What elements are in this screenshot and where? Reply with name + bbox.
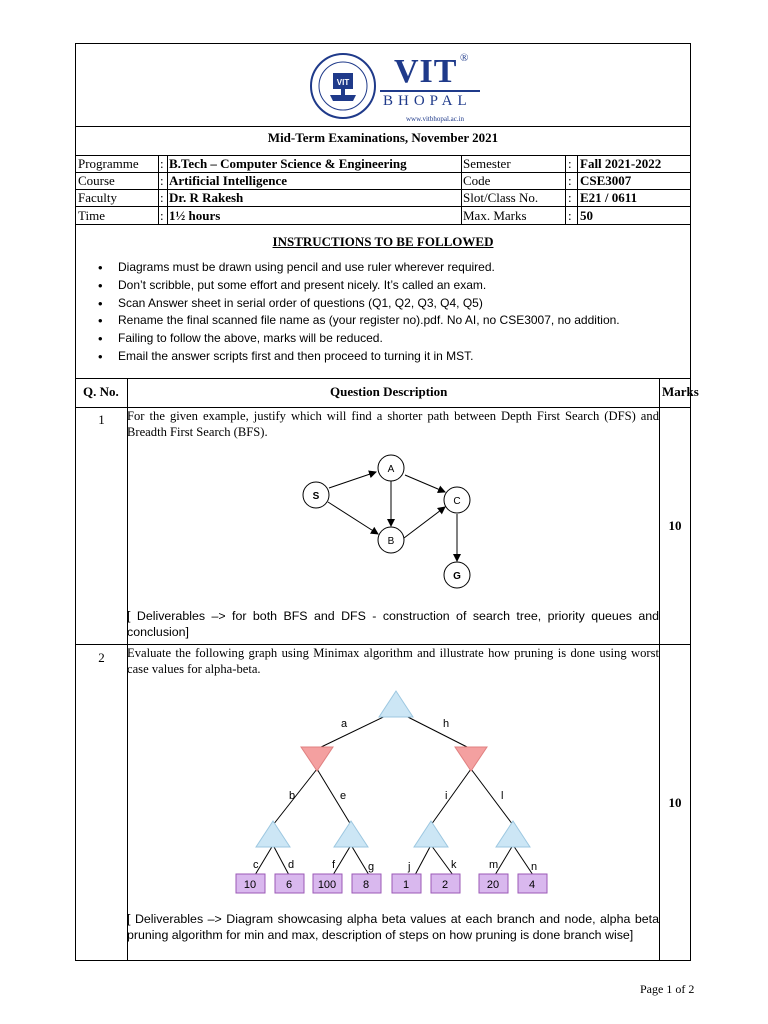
info-label: Slot/Class No. [463,190,539,205]
tree-edge [471,769,513,825]
divider [565,155,566,224]
page-number: Page 1 of 2 [640,982,695,996]
node-label: B [387,536,395,547]
question-text: Evaluate the following graph using Minimax algorithm and illustrate how pruning is done using worst case values for alpha-beta. [127,646,659,676]
edge-label: k [451,859,457,871]
instruction-item: • Diagrams must be drawn using pencil and use ruler wherever required. [96,259,620,277]
edge-label: b [289,790,296,802]
divider [158,155,159,224]
edge-label: c [253,859,259,871]
leaf-value: 10 [243,879,257,891]
header-description: Question Description [330,384,448,399]
logo-divider [380,90,480,92]
node-label: A [387,464,395,475]
instruction-item: • Failing to follow the above, marks will be reduced. [96,330,620,348]
max-node [379,691,413,717]
exam-page [75,43,699,961]
edge-a-c [405,475,445,492]
info-separator: : [160,156,164,171]
minimax-tree-diagram [231,689,551,899]
edge-s-a [329,472,376,488]
question-number: 1 [98,412,105,427]
university-seal-icon [308,51,378,121]
edge-label: g [368,861,375,873]
info-value: Dr. R Rakesh [169,190,244,205]
max-node [256,821,290,847]
instruction-item: • Email the answer scripts first and then proceed to turning it in MST. [96,348,620,366]
info-separator: : [160,208,164,223]
edge-label: i [445,790,448,802]
logo-campus: BHOPAL [383,93,472,109]
info-value: 1½ hours [169,208,221,223]
logo-brand: VIT [394,53,458,90]
tree-edge [333,845,351,875]
edge-label: m [489,859,499,871]
divider [76,206,690,207]
edge-label: d [288,859,295,871]
tree-edge [431,845,453,875]
info-label: Faculty [78,190,117,205]
divider [76,126,690,127]
info-value: B.Tech – Computer Science & Engineering [169,156,407,171]
max-node [496,821,530,847]
instructions-title: INSTRUCTIONS TO BE FOLLOWED [272,234,494,249]
info-separator: : [568,190,572,205]
question-text: For the given example, justify which will find a shorter path between Depth First Search (DFS) and Breadth First Search (BFS). [127,409,659,439]
edge-label: e [340,790,347,802]
question-marks: 10 [668,795,682,810]
divider [167,155,168,224]
leaf-value: 8 [362,879,370,891]
edge-label: a [341,718,348,730]
leaf-value: 2 [441,879,449,891]
leaf-value: 20 [486,879,500,891]
info-value: CSE3007 [580,173,632,188]
instruction-item: • Rename the final scanned file name as (your register no).pdf. No AI, no CSE3007, no addition. [96,312,620,330]
info-separator: : [160,190,164,205]
divider [461,155,462,224]
vit-logo [308,49,488,125]
edge-b-c [404,507,445,538]
leaf-value: 100 [317,879,337,891]
header-marks: Marks [662,384,699,399]
question-deliverables: [ Deliverables –> Diagram showcasing alpha beta values at each branch and node, alpha beta pruning algorithm for min and max, description of steps on how pruning is done branch wise] [127,912,659,942]
info-label: Max. Marks [463,208,527,223]
info-separator: : [568,208,572,223]
max-node [414,821,448,847]
tree-edge [415,845,431,875]
edge-label: n [531,861,538,873]
info-separator: : [568,156,572,171]
info-label: Course [78,173,115,188]
info-value: Fall 2021-2022 [580,156,662,171]
instruction-item: • Don’t scribble, put some effort and present nicely. It’s called an exam. [96,277,620,295]
leaf-value: 1 [402,879,410,891]
divider [76,378,690,379]
info-separator: : [568,173,572,188]
node-label: C [453,496,461,507]
tree-edge [273,845,289,875]
info-label: Semester [463,156,511,171]
info-label: Programme [78,156,139,171]
max-node [334,821,368,847]
svg-text:VIT: VIT [336,78,350,87]
edge-label: l [501,790,504,802]
tree-edge [351,845,369,875]
leaf-value: 4 [528,879,536,891]
info-label: Time [78,208,105,223]
leaf-value: 6 [285,879,293,891]
edge-label: f [332,859,336,871]
instructions-list [96,259,620,366]
info-value: Artificial Intelligence [169,173,288,188]
instruction-item: • Scan Answer sheet in serial order of questions (Q1, Q2, Q3, Q4, Q5) [96,295,620,313]
edge-label: j [408,861,411,873]
min-node [455,747,487,771]
info-label: Code [463,173,491,188]
node-label: S [312,491,320,502]
search-graph-diagram [302,454,482,594]
header-qno: Q. No. [83,384,119,399]
question-number: 2 [98,650,105,665]
divider [577,155,578,224]
edge-s-b [328,502,378,534]
tree-edge [513,845,533,875]
question-deliverables: [ Deliverables –> for both BFS and DFS - construction of search tree, priority queues and conclusion] [127,609,659,639]
node-label: G [453,571,461,582]
info-separator: : [160,173,164,188]
edge-label: h [443,718,450,730]
logo-url: www.vitbhopal.ac.in [406,115,465,123]
info-value: 50 [580,208,593,223]
exam-title: Mid-Term Examinations, November 2021 [267,130,499,145]
question-marks: 10 [668,518,682,533]
tree-edge [431,769,471,825]
min-node [301,747,333,771]
logo-registered-mark: ® [460,52,469,64]
divider [76,224,690,225]
info-value: E21 / 0611 [580,190,638,205]
divider [659,378,660,961]
